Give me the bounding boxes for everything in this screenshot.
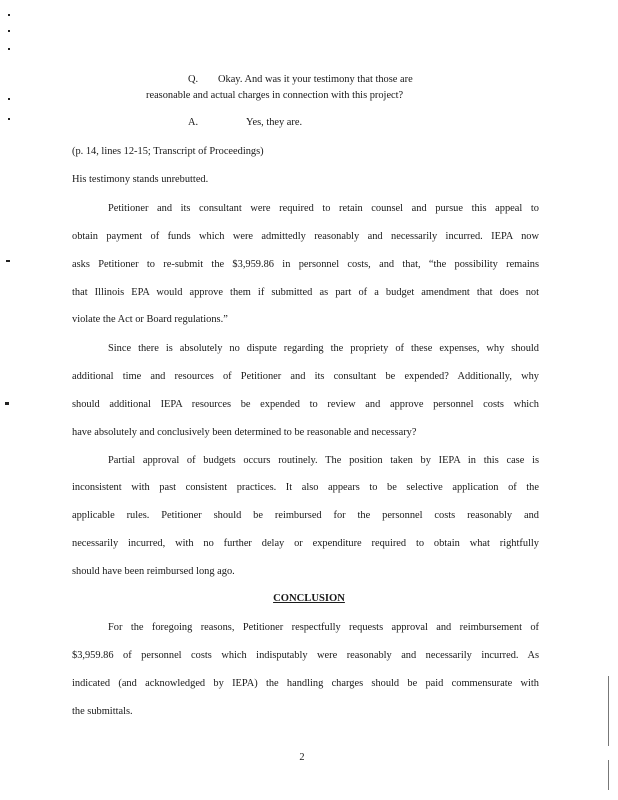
paragraph-4-line: the submittals. bbox=[72, 706, 133, 717]
answer-text: Yes, they are. bbox=[246, 117, 303, 128]
conclusion-heading: CONCLUSION bbox=[273, 593, 345, 604]
paragraph-3-line: necessarily incurred, with no further delay or expenditure required to obtain what rightfully bbox=[72, 538, 539, 549]
paragraph-1-line: obtain payment of funds which were admittedly reasonably and necessarily incurred. IEPA now bbox=[72, 231, 539, 242]
paragraph-3-line: applicable rules. Petitioner should be reimbursed for the personnel costs reasonably and bbox=[72, 510, 539, 521]
scan-mark bbox=[6, 260, 10, 262]
scan-mark bbox=[8, 98, 10, 100]
paragraph-4-line: For the foregoing reasons, Petitioner respectfully requests approval and reimbursement of bbox=[108, 622, 539, 633]
paragraph-1-line: violate the Act or Board regulations.” bbox=[72, 314, 228, 325]
scan-mark bbox=[8, 118, 10, 120]
paragraph-2-line: should additional IEPA resources be expended to review and approve personnel costs which bbox=[72, 399, 539, 410]
page-number: 2 bbox=[299, 752, 305, 763]
question-text-line-1: Okay. And was it your testimony that those are bbox=[218, 74, 413, 85]
paragraph-3-line: Partial approval of budgets occurs routinely. The position taken by IEPA in this case is bbox=[108, 455, 539, 466]
paragraph-2-line: have absolutely and conclusively been determined to be reasonable and necessary? bbox=[72, 427, 417, 438]
paragraph-3-line: inconsistent with past consistent practices. It also appears to be selective application of the bbox=[72, 482, 539, 493]
scan-mark bbox=[608, 760, 609, 790]
answer-label: A. bbox=[188, 117, 199, 128]
scan-mark bbox=[8, 14, 10, 16]
question-text-line-2: reasonable and actual charges in connection with this project? bbox=[146, 90, 404, 101]
question-label: Q. bbox=[188, 74, 199, 85]
paragraph-4-line: indicated (and acknowledged by IEPA) the handling charges should be paid commensurate with bbox=[72, 678, 539, 689]
scan-mark bbox=[8, 48, 10, 50]
paragraph-3-line: should have been reimbursed long ago. bbox=[72, 566, 235, 577]
scan-mark bbox=[5, 402, 9, 405]
paragraph-1-line: asks Petitioner to re-submit the $3,959.86 in personnel costs, and that, “the possibility remains bbox=[72, 259, 539, 270]
paragraph-1-line: Petitioner and its consultant were required to retain counsel and pursue this appeal to bbox=[108, 203, 539, 214]
paragraph-2-line: Since there is absolutely no dispute regarding the propriety of these expenses, why should bbox=[108, 343, 539, 354]
transcript-citation: (p. 14, lines 12-15; Transcript of Proceedings) bbox=[72, 146, 264, 157]
paragraph-1-line: that Illinois EPA would approve them if submitted as part of a budget amendment that does not bbox=[72, 287, 539, 298]
paragraph-2-line: additional time and resources of Petitioner and its consultant be expended? Additionally, why bbox=[72, 371, 539, 382]
paragraph-4-line: $3,959.86 of personnel costs which indisputably were reasonably and necessarily incurred. As bbox=[72, 650, 539, 661]
unrebutted-statement: His testimony stands unrebutted. bbox=[72, 174, 209, 185]
scan-mark bbox=[8, 30, 10, 32]
scan-mark bbox=[608, 676, 609, 746]
